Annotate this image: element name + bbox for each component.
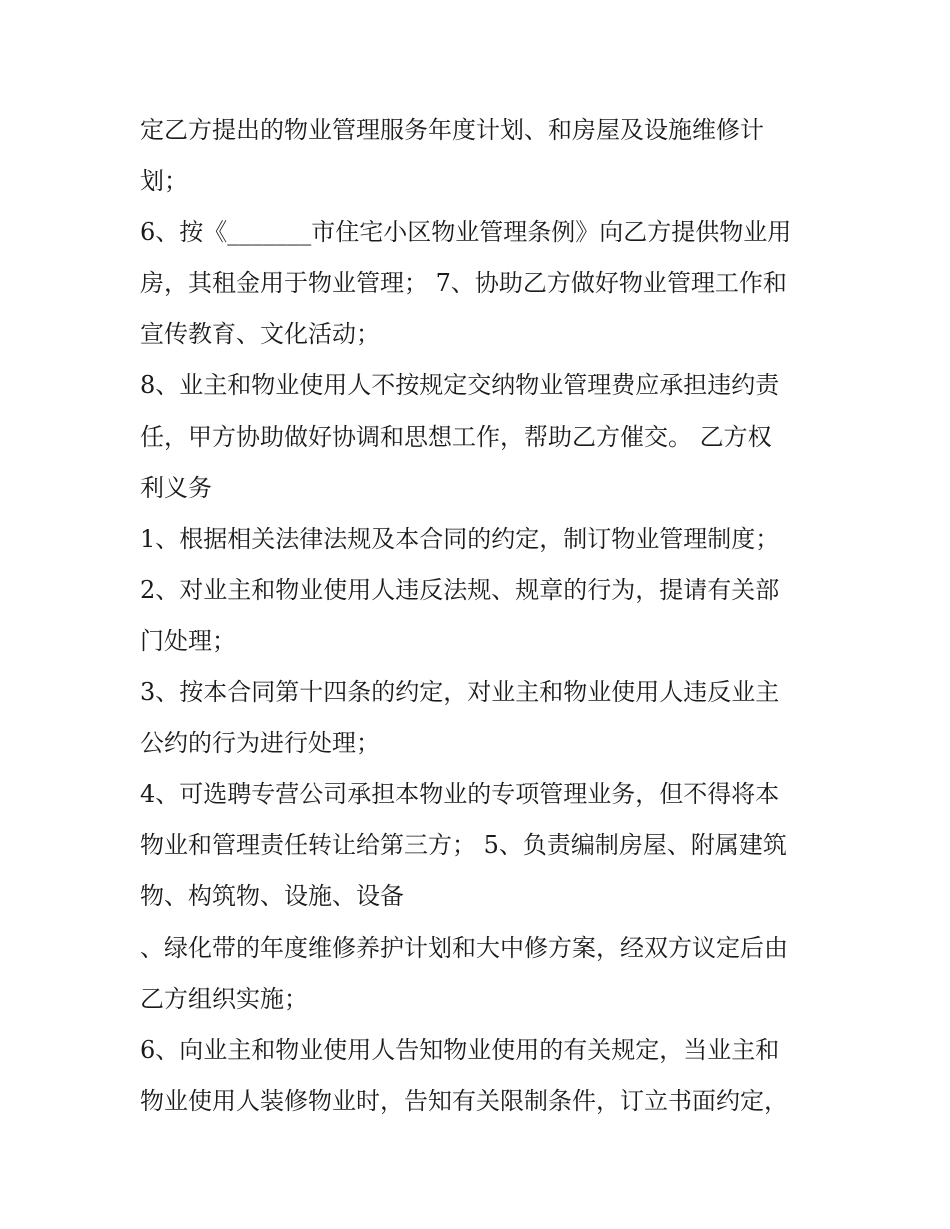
text-line: 划； [140,167,188,196]
text-line: 物业使用人装修物业时，告知有关限制条件，订立书面约定， [140,1086,788,1115]
document-body [140,105,820,1127]
text-line: 6、向业主和物业使用人告知物业使用的有关规定，当业主和 [140,1035,780,1064]
text-line: 门处理； [140,626,236,655]
text-line: 物、构筑物、设施、设备 [140,882,404,911]
text-line: 6、按《_______市住宅小区物业管理条例》向乙方提供物业用 [140,218,792,247]
text-line: 1、根据相关法律法规及本合同的约定，制订物业管理制度； [140,524,780,553]
text-line: 利义务 [140,473,212,502]
text-line: 8、业主和物业使用人不按规定交纳物业管理费应承担违约责 [140,371,780,400]
text-line: 4、可选聘专营公司承担本物业的专项管理业务，但不得将本 [140,780,780,809]
text-line: 乙方组织实施； [140,984,308,1013]
text-line: 、绿化带的年度维修养护计划和大中修方案，经双方议定后由 [140,933,788,962]
text-line: 定乙方提出的物业管理服务年度计划、和房屋及设施维修计 [140,116,764,144]
text-line: 物业和管理责任转让给第三方； 5、负责编制房屋、附属建筑 [140,831,787,860]
text-line: 任，甲方协助做好协调和思想工作，帮助乙方催交。 乙方权 [140,422,772,451]
text-line: 2、对业主和物业使用人违反法规、规章的行为，提请有关部 [140,575,780,604]
text-line: 宣传教育、文化活动； [140,320,380,349]
text-line: 公约的行为进行处理； [140,729,380,758]
text-line: 房，其租金用于物业管理； 7、协助乙方做好物业管理工作和 [140,269,787,298]
text-line: 3、按本合同第十四条的约定，对业主和物业使用人违反业主 [140,678,780,707]
